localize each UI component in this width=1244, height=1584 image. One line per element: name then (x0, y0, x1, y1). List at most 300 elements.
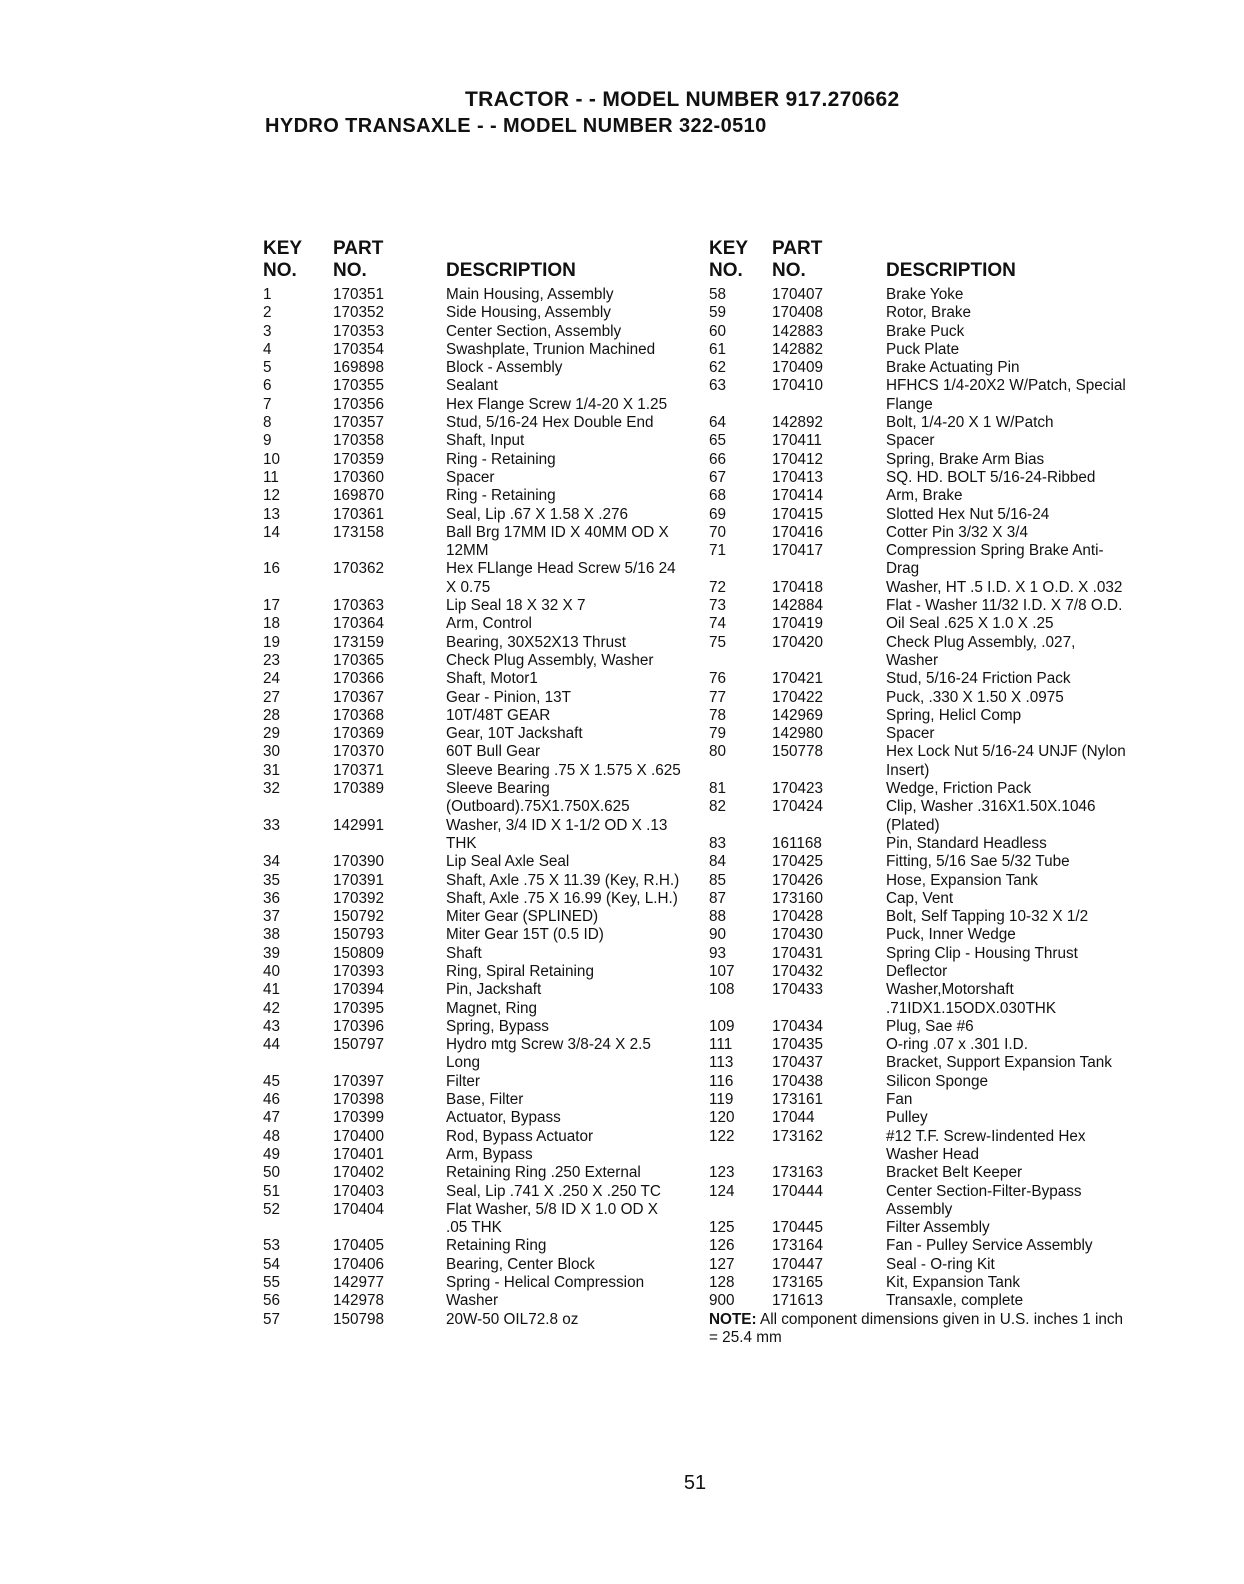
parts-table-right (709, 238, 1139, 1347)
part-description: Washer, 3/4 ID X 1-1/2 OD X .13 THK (446, 816, 668, 852)
part-description: Deflector (886, 962, 948, 980)
part-description: Ring, Spiral Retaining (446, 962, 594, 980)
page-subtitle: HYDRO TRANSAXLE - - MODEL NUMBER 322-0510 (265, 115, 767, 137)
part-no: 170361 (333, 505, 385, 523)
part-no: 170397 (333, 1072, 385, 1090)
table-row (709, 286, 1139, 304)
table-header-right (709, 238, 1139, 286)
part-no: 170364 (333, 615, 385, 633)
key-no: 126 (709, 1237, 735, 1255)
table-row (709, 597, 1139, 615)
part-description: Hydro mtg Screw 3/8-24 X 2.5 Long (446, 1036, 651, 1072)
part-description: Spacer (886, 432, 935, 450)
table-row (709, 890, 1139, 908)
part-description: Retaining Ring (446, 1237, 547, 1255)
table-row (709, 524, 1139, 542)
part-description: Shaft, Axle .75 X 16.99 (Key, L.H.) (446, 889, 678, 907)
table-row (263, 689, 693, 707)
table-row (263, 1109, 693, 1127)
key-no: 5 (263, 359, 272, 377)
part-no: 170369 (333, 725, 385, 743)
part-no: 170408 (772, 304, 824, 322)
table-row (709, 853, 1139, 871)
key-no: 13 (263, 505, 281, 523)
part-description: 60T Bull Gear (446, 743, 541, 761)
key-no: 42 (263, 999, 281, 1017)
part-description: Washer, HT .5 I.D. X 1 O.D. X .032 (886, 578, 1123, 596)
part-no: 170370 (333, 743, 385, 761)
part-description: Check Plug Assembly, Washer (446, 651, 654, 669)
part-no: 170420 (772, 633, 824, 651)
part-description: Check Plug Assembly, .027, Washer (886, 633, 1076, 669)
page-number: 51 (683, 1472, 707, 1494)
part-description: Magnet, Ring (446, 999, 537, 1017)
part-description: Slotted Hex Nut 5/16-24 (886, 505, 1050, 523)
table-row (709, 670, 1139, 688)
table-row (709, 1109, 1139, 1127)
key-no: 31 (263, 761, 281, 779)
part-description: 10T/48T GEAR (446, 706, 551, 724)
part-description: Pin, Standard Headless (886, 834, 1047, 852)
key-no: 84 (709, 853, 727, 871)
part-no: 170413 (772, 468, 824, 486)
part-no: 173161 (772, 1091, 824, 1109)
page-title: TRACTOR - - MODEL NUMBER 917.270662 (465, 88, 900, 111)
key-no: 128 (709, 1274, 735, 1292)
part-description: Miter Gear 15T (0.5 ID) (446, 926, 604, 944)
table-row (709, 1274, 1139, 1292)
table-row (709, 377, 1139, 414)
table-row (263, 451, 693, 469)
key-no: 1 (263, 286, 272, 303)
key-no: 60 (709, 322, 727, 340)
part-description: Spring, Helicl Comp (886, 706, 1022, 724)
note-label: NOTE: (709, 1310, 757, 1328)
header-description: DESCRIPTION (446, 260, 576, 281)
table-row (709, 1018, 1139, 1036)
key-no: 88 (709, 908, 727, 926)
key-no: 79 (709, 725, 727, 743)
key-no: 44 (263, 1036, 281, 1054)
part-description: Fan (886, 1091, 913, 1109)
table-row (263, 652, 693, 670)
part-no: 170394 (333, 981, 385, 999)
table-row (263, 323, 693, 341)
key-no: 63 (709, 377, 727, 395)
table-row (263, 1000, 693, 1018)
part-description: SQ. HD. BOLT 5/16-24-Ribbed (886, 468, 1096, 486)
key-no: 33 (263, 816, 281, 834)
part-description: Base, Filter (446, 1091, 524, 1109)
part-description: Wedge, Friction Pack (886, 780, 1032, 798)
part-no: 170393 (333, 962, 385, 980)
part-description: Gear - Pinion, 13T (446, 688, 571, 706)
key-no: 30 (263, 743, 281, 761)
key-no: 90 (709, 926, 727, 944)
part-no: 170423 (772, 780, 824, 798)
part-no: 170358 (333, 432, 385, 450)
key-no: 127 (709, 1255, 735, 1273)
table-row (263, 1073, 693, 1091)
key-no: 73 (709, 597, 727, 615)
part-description: Plug, Sae #6 (886, 1017, 974, 1035)
part-no: 170425 (772, 853, 824, 871)
table-row (709, 1091, 1139, 1109)
part-no: 173164 (772, 1237, 824, 1255)
table-row (263, 1036, 693, 1073)
part-description: Arm, Bypass (446, 1145, 533, 1163)
table-row (263, 1018, 693, 1036)
parts-list-right (709, 286, 1139, 1311)
part-no: 170409 (772, 359, 824, 377)
key-no: 111 (709, 1036, 733, 1054)
part-description: Sleeve Bearing .75 X 1.575 X .625 (446, 761, 681, 779)
part-no: 170401 (333, 1145, 385, 1163)
table-row (709, 451, 1139, 469)
part-description: Spacer (886, 725, 935, 743)
part-no: 170416 (772, 523, 824, 541)
note-text: All component dimensions given in U.S. inches 1 inch = 25.4 mm (709, 1310, 1124, 1346)
key-no: 47 (263, 1109, 281, 1127)
key-no: 39 (263, 944, 281, 962)
parts-table-left (263, 238, 693, 1329)
key-no: 28 (263, 706, 281, 724)
key-no: 48 (263, 1127, 281, 1145)
table-row (263, 615, 693, 633)
part-description: #12 T.F. Screw-Iindented Hex Washer Head (886, 1127, 1086, 1163)
key-no: 107 (709, 962, 735, 980)
part-description: Main Housing, Assembly (446, 286, 614, 303)
part-no: 170367 (333, 688, 385, 706)
table-row (263, 432, 693, 450)
key-no: 93 (709, 944, 727, 962)
table-row (263, 560, 693, 597)
key-no: 27 (263, 688, 281, 706)
part-no: 170362 (333, 560, 385, 578)
part-description: Oil Seal .625 X 1.0 X .25 (886, 615, 1054, 633)
part-description: Seal - O-ring Kit (886, 1255, 995, 1273)
table-row (263, 762, 693, 780)
key-no: 66 (709, 450, 727, 468)
part-no: 170412 (772, 450, 824, 468)
header-part: PART (333, 238, 384, 259)
key-no: 11 (263, 468, 279, 486)
key-no: 36 (263, 889, 281, 907)
table-row (263, 1128, 693, 1146)
part-description: Bracket Belt Keeper (886, 1164, 1023, 1182)
part-no: 170435 (772, 1036, 824, 1054)
key-no: 71 (709, 542, 727, 560)
part-description: Filter (446, 1072, 480, 1090)
part-no: 170410 (772, 377, 824, 395)
part-description: Silicon Sponge (886, 1072, 989, 1090)
table-row (263, 359, 693, 377)
table-row (263, 670, 693, 688)
part-no: 169898 (333, 359, 385, 377)
key-no: 7 (263, 395, 272, 413)
part-description: Shaft (446, 944, 482, 962)
part-no: 170351 (333, 286, 385, 303)
table-row (263, 1146, 693, 1164)
table-row (263, 1091, 693, 1109)
table-row (263, 1256, 693, 1274)
part-no: 142978 (333, 1292, 385, 1310)
table-row (709, 963, 1139, 981)
table-row (709, 1219, 1139, 1237)
key-no: 87 (709, 889, 727, 907)
table-row (709, 579, 1139, 597)
part-no: 170406 (333, 1255, 385, 1273)
table-row (709, 707, 1139, 725)
part-no: 170431 (772, 944, 824, 962)
table-row (709, 981, 1139, 1018)
part-description: 20W-50 OIL72.8 oz (446, 1310, 579, 1328)
part-no: 170391 (333, 871, 385, 889)
header-key: KEY (709, 238, 749, 259)
part-description: Pin, Jackshaft (446, 981, 542, 999)
part-description: Rotor, Brake (886, 304, 972, 322)
table-row (709, 359, 1139, 377)
table-header-left (263, 238, 693, 286)
part-no: 170422 (772, 688, 824, 706)
part-description: Compression Spring Brake Anti-Drag (886, 542, 1104, 578)
key-no: 3 (263, 322, 272, 340)
part-description: Retaining Ring .250 External (446, 1164, 641, 1182)
part-description: Bolt, Self Tapping 10-32 X 1/2 (886, 908, 1089, 926)
part-description: Hose, Expansion Tank (886, 871, 1038, 889)
key-no: 57 (263, 1310, 281, 1328)
key-no: 51 (263, 1182, 281, 1200)
part-description: Spring - Helical Compression (446, 1274, 645, 1292)
part-description: Lip Seal Axle Seal (446, 853, 570, 871)
key-no: 41 (263, 981, 281, 999)
key-no: 38 (263, 926, 281, 944)
part-no: 170353 (333, 322, 385, 340)
part-description: Spring, Brake Arm Bias (886, 450, 1045, 468)
part-description: Brake Actuating Pin (886, 359, 1020, 377)
table-row (263, 524, 693, 561)
key-no: 40 (263, 962, 281, 980)
part-no: 170390 (333, 853, 385, 871)
part-no: 150792 (333, 908, 385, 926)
key-no: 12 (263, 487, 281, 505)
key-no: 6 (263, 377, 272, 395)
part-no: 170403 (333, 1182, 385, 1200)
part-no: 170365 (333, 651, 385, 669)
table-row (709, 1054, 1139, 1072)
table-row (709, 1183, 1139, 1220)
key-no: 14 (263, 523, 281, 541)
key-no: 67 (709, 468, 727, 486)
key-no: 16 (263, 560, 281, 578)
key-no: 9 (263, 432, 272, 450)
part-no: 161168 (772, 834, 822, 852)
part-no: 170424 (772, 798, 824, 816)
key-no: 77 (709, 688, 727, 706)
part-description: Sleeve Bearing (Outboard).75X1.750X.625 (446, 780, 630, 816)
part-description: Filter Assembly (886, 1219, 990, 1237)
key-no: 76 (709, 670, 727, 688)
key-no: 24 (263, 670, 281, 688)
key-no: 80 (709, 743, 727, 761)
part-description: Hex Flange Screw 1/4-20 X 1.25 (446, 395, 668, 413)
table-row (709, 1292, 1139, 1310)
key-no: 74 (709, 615, 727, 633)
table-row (263, 963, 693, 981)
table-row (263, 908, 693, 926)
part-description: Hex Lock Nut 5/16-24 UNJF (Nylon Insert) (886, 743, 1126, 779)
part-no: 170421 (772, 670, 824, 688)
part-description: Arm, Brake (886, 487, 963, 505)
part-description: Transaxle, complete (886, 1292, 1024, 1310)
part-description: Fan - Pulley Service Assembly (886, 1237, 1093, 1255)
part-no: 173159 (333, 633, 385, 651)
part-description: Seal, Lip .67 X 1.58 X .276 (446, 505, 628, 523)
part-description: Gear, 10T Jackshaft (446, 725, 583, 743)
part-description: Bearing, Center Block (446, 1255, 595, 1273)
part-no: 170402 (333, 1164, 385, 1182)
table-row (263, 1274, 693, 1292)
key-no: 53 (263, 1237, 281, 1255)
table-row (263, 707, 693, 725)
part-description: Bracket, Support Expansion Tank (886, 1054, 1112, 1072)
part-description: Cotter Pin 3/32 X 3/4 (886, 523, 1029, 541)
key-no: 113 (709, 1054, 734, 1072)
table-row (263, 1201, 693, 1238)
key-no: 23 (263, 651, 281, 669)
part-no: 170354 (333, 340, 385, 358)
key-no: 46 (263, 1091, 281, 1109)
part-no: 150778 (772, 743, 824, 761)
part-description: Cap, Vent (886, 889, 954, 907)
part-description: O-ring .07 x .301 I.D. (886, 1036, 1028, 1054)
part-no: 170415 (772, 505, 824, 523)
key-no: 61 (709, 340, 727, 358)
header-part: PART (772, 238, 823, 259)
table-row (709, 1128, 1139, 1165)
table-row (263, 981, 693, 999)
key-no: 18 (263, 615, 281, 633)
part-no: 170395 (333, 999, 385, 1017)
table-row (709, 1164, 1139, 1182)
table-row (263, 1237, 693, 1255)
table-row (263, 945, 693, 963)
table-row (263, 1164, 693, 1182)
table-row (709, 432, 1139, 450)
part-no: 142892 (772, 414, 824, 432)
part-no: 170445 (772, 1219, 824, 1237)
part-description: Bolt, 1/4-20 X 1 W/Patch (886, 414, 1054, 432)
part-no: 170432 (772, 962, 824, 980)
part-no: 170352 (333, 304, 385, 322)
key-no: 32 (263, 780, 281, 798)
table-row (709, 780, 1139, 798)
part-no: 170399 (333, 1109, 385, 1127)
table-row (709, 1237, 1139, 1255)
key-no: 52 (263, 1200, 281, 1218)
table-row (709, 634, 1139, 671)
header-key-no: NO. (709, 260, 743, 281)
part-no: 170407 (772, 286, 824, 303)
part-description: Actuator, Bypass (446, 1109, 561, 1127)
table-row (709, 689, 1139, 707)
key-no: 10 (263, 450, 281, 468)
key-no: 4 (263, 340, 272, 358)
key-no: 72 (709, 578, 727, 596)
key-no: 49 (263, 1145, 281, 1163)
part-description: Ball Brg 17MM ID X 40MM OD X 12MM (446, 523, 669, 560)
part-description: Kit, Expansion Tank (886, 1274, 1021, 1292)
part-no: 173158 (333, 523, 385, 541)
key-no: 45 (263, 1072, 281, 1090)
part-description: Shaft, Axle .75 X 11.39 (Key, R.H.) (446, 871, 680, 889)
part-description: Flat Washer, 5/8 ID X 1.0 OD X .05 THK (446, 1200, 658, 1237)
part-no: 142884 (772, 597, 824, 615)
header-part-no: NO. (772, 260, 806, 281)
part-description: Washer (446, 1292, 499, 1310)
key-no: 116 (709, 1072, 734, 1090)
key-no: 17 (263, 597, 281, 615)
part-description: Sealant (446, 377, 498, 395)
table-row (709, 414, 1139, 432)
key-no: 900 (709, 1292, 735, 1310)
table-row (263, 414, 693, 432)
part-no: 170355 (333, 377, 385, 395)
table-row (709, 323, 1139, 341)
table-row (263, 487, 693, 505)
part-no: 170366 (333, 670, 385, 688)
table-row (709, 1036, 1139, 1054)
part-no: 150793 (333, 926, 385, 944)
part-no: 170359 (333, 450, 385, 468)
key-no: 54 (263, 1255, 281, 1273)
part-description: HFHCS 1/4-20X2 W/Patch, Special Flange (886, 377, 1126, 413)
table-row (709, 835, 1139, 853)
part-description: Ring - Retaining (446, 450, 556, 468)
part-description: Hex FLlange Head Screw 5/16 24 X 0.75 (446, 560, 676, 596)
part-no: 142980 (772, 725, 824, 743)
part-description: Swashplate, Trunion Machined (446, 340, 656, 358)
part-no: 150809 (333, 944, 385, 962)
part-no: 142991 (333, 816, 385, 834)
part-description: Pulley (886, 1109, 928, 1127)
part-description: Shaft, Motor1 (446, 670, 538, 688)
header-key-no: NO. (263, 260, 297, 281)
part-no: 170426 (772, 871, 824, 889)
table-row (263, 506, 693, 524)
part-no: 170400 (333, 1127, 385, 1145)
part-no: 170428 (772, 908, 824, 926)
table-row (263, 469, 693, 487)
part-description: Stud, 5/16-24 Friction Pack (886, 670, 1071, 688)
key-no: 56 (263, 1292, 281, 1310)
key-no: 29 (263, 725, 281, 743)
table-row (709, 908, 1139, 926)
table-row (709, 872, 1139, 890)
part-no: 170417 (772, 542, 824, 560)
header-key: KEY (263, 238, 303, 259)
table-row (263, 926, 693, 944)
key-no: 34 (263, 853, 281, 871)
key-no: 50 (263, 1164, 281, 1182)
table-row (709, 304, 1139, 322)
header-description: DESCRIPTION (886, 260, 1016, 281)
part-no: 170398 (333, 1091, 385, 1109)
table-row (263, 304, 693, 322)
key-no: 122 (709, 1127, 735, 1145)
part-description: Spacer (446, 468, 495, 486)
part-no: 171613 (772, 1292, 824, 1310)
